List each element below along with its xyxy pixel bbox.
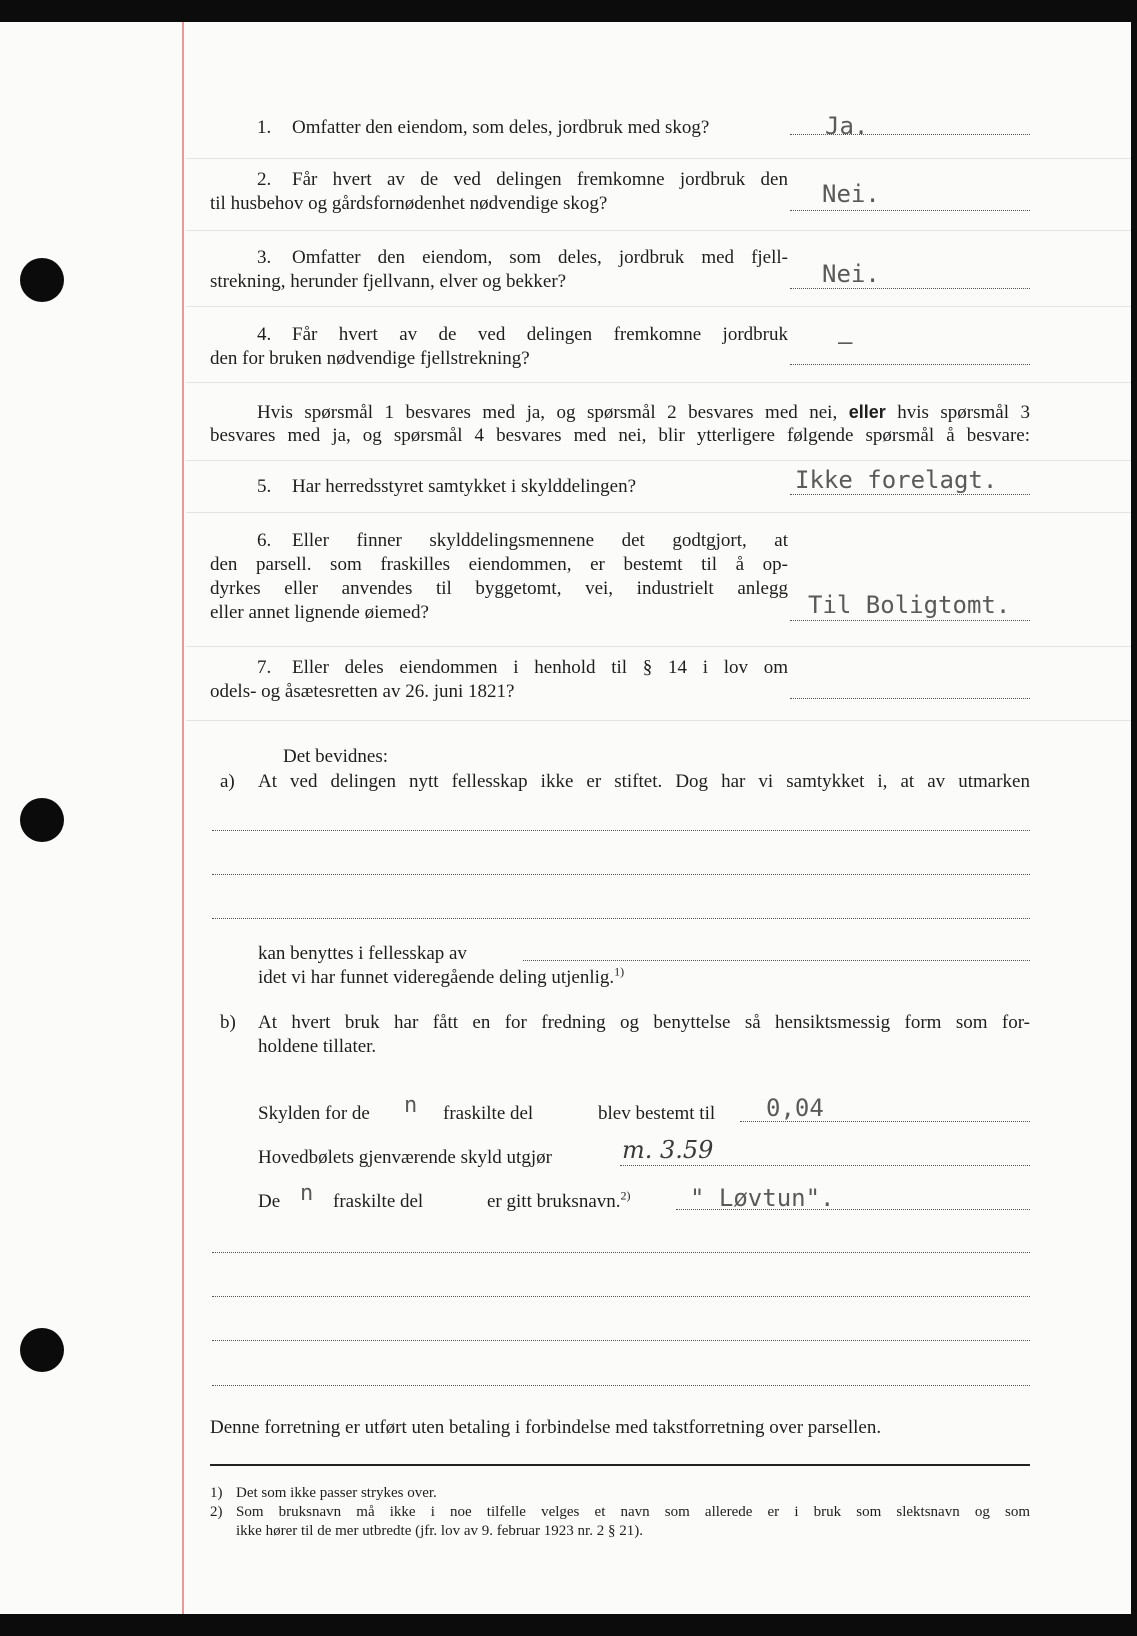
footnote-ref: 2): [210, 1504, 223, 1520]
answer-line: [790, 620, 1030, 621]
bruksnavn-value: " Løvtun".: [690, 1184, 835, 1212]
footnote-ref: 2): [620, 1188, 631, 1203]
fill-line: [212, 918, 1030, 919]
answer-line: [790, 494, 1030, 495]
shared-use-label: kan benyttes i fellesskap av: [258, 943, 467, 964]
question-text: den for bruken nødvendige fjellstrekning?: [210, 348, 530, 369]
closing-statement: Denne forretning er utført uten betaling i forbindelse med takstforretning over parsellen.: [210, 1417, 882, 1438]
fill-line: [523, 960, 1030, 961]
question-number: 1.: [257, 117, 272, 138]
question-number: 5.: [257, 476, 272, 497]
margin-rule: [182, 22, 184, 1614]
emphasis-word: eller: [848, 402, 886, 422]
scan-bottom-edge: [0, 1614, 1137, 1636]
question-text: Omfatter den eiendom, som deles, jordbruk med skog?: [292, 117, 710, 138]
answer-line: [790, 698, 1030, 699]
punch-hole: [20, 258, 64, 302]
answer-line: [790, 288, 1030, 289]
question-number: 7.: [257, 657, 272, 678]
question-text: Har herredsstyret samtykket i skylddelingen?: [292, 476, 637, 497]
question-text: strekning, herunder fjellvann, elver og bekker?: [210, 271, 567, 292]
footnote-rule: [210, 1464, 1030, 1466]
instruction-line: Hvis spørsmål 1 besvares med ja, og spørsmål 2 besvares med nei, eller hvis spørsmål 3: [257, 402, 1030, 423]
clause-b-text: At hvert bruk har fått en for fredning og benyttelse så hensiktsmessig form som for-: [258, 1012, 1030, 1033]
shared-use-note: idet vi har funnet videregående deling utjenlig.$^{1)}$: [258, 964, 625, 988]
fill-line: [212, 830, 1030, 831]
row-separator: [186, 646, 1131, 647]
answer-value: –: [838, 328, 853, 356]
clause-label: a): [220, 771, 235, 792]
footnote-ref: 1): [614, 964, 625, 979]
instruction-line: besvares med ja, og spørsmål 4 besvares med nei, blir ytterligere følgende spørsmål å besvare:: [210, 425, 1030, 446]
answer-line: [790, 210, 1030, 211]
fill-line: [212, 1385, 1030, 1386]
skyld-value: 0,04: [766, 1094, 824, 1122]
question-text: eller annet lignende øiemed?: [210, 602, 429, 623]
certification-heading: Det bevidnes:: [283, 746, 389, 767]
footnote-ref: 1): [210, 1485, 223, 1501]
answer-value: Nei.: [822, 180, 880, 208]
question-number: 3.: [257, 247, 272, 268]
answer-value: Til Boligtomt.: [808, 591, 1011, 619]
answer-line: [790, 364, 1030, 365]
hovedbol-value: m. 3.59: [622, 1136, 714, 1164]
question-text: Omfatter den eiendom, som deles, jordbruk med fjell-: [292, 247, 788, 268]
clause-a-text: At ved delingen nytt fellesskap ikke er stiftet. Dog har vi samtykket i, at av utmarken: [258, 771, 1030, 792]
handwritten-mark: n: [404, 1093, 418, 1118]
answer-value: Nei.: [822, 260, 880, 288]
fill-line: [212, 874, 1030, 875]
question-text: til husbehov og gårdsfornødenhet nødvendige skog?: [210, 193, 608, 214]
question-number: 2.: [257, 169, 272, 190]
clause-b-text: holdene tillater.: [258, 1036, 377, 1057]
row-separator: [186, 306, 1131, 307]
punch-hole: [20, 798, 64, 842]
question-text: Eller deles eiendommen i henhold til § 14 i lov om: [292, 657, 788, 678]
question-text: dyrkes eller anvendes til byggetomt, vei, industrielt anlegg: [210, 578, 788, 599]
question-text: den parsell. som fraskilles eiendommen, er bestemt til å op-: [210, 554, 788, 575]
fill-line: [212, 1296, 1030, 1297]
question-text: Får hvert av de ved delingen fremkomne jordbruk: [292, 324, 788, 345]
row-separator: [186, 720, 1131, 721]
row-separator: [186, 512, 1131, 513]
handwritten-mark: n: [300, 1181, 314, 1206]
question-number: 6.: [257, 530, 272, 551]
question-text: odels- og åsætesretten av 26. juni 1821?: [210, 681, 515, 702]
fill-line: [212, 1340, 1030, 1341]
row-separator: [186, 230, 1131, 231]
row-separator: [186, 158, 1131, 159]
fill-line: [620, 1165, 1030, 1166]
answer-value: Ja.: [825, 112, 869, 140]
fill-line: [212, 1252, 1030, 1253]
question-text: Får hvert av de ved delingen fremkomne jordbruk den: [292, 169, 788, 190]
footnote-text: Det som ikke passer strykes over.: [236, 1485, 437, 1501]
answer-value: Ikke forelagt.: [795, 466, 998, 494]
clause-label: b): [220, 1012, 236, 1033]
question-number: 4.: [257, 324, 272, 345]
scan-right-edge: [1131, 0, 1137, 1636]
footnote-text: ikke hører til de mer utbredte (jfr. lov av 9. februar 1923 nr. 2 § 21).: [236, 1523, 643, 1539]
punch-hole: [20, 1328, 64, 1372]
scan-top-edge: [0, 0, 1137, 22]
row-separator: [186, 382, 1131, 383]
footnote-text: Som bruksnavn må ikke i noe tilfelle velges et navn som allerede er i bruk som slektsnavn og som: [236, 1504, 1030, 1520]
row-separator: [186, 460, 1131, 461]
question-text: Eller finner skylddelingsmennene det godtgjort, at: [292, 530, 788, 551]
